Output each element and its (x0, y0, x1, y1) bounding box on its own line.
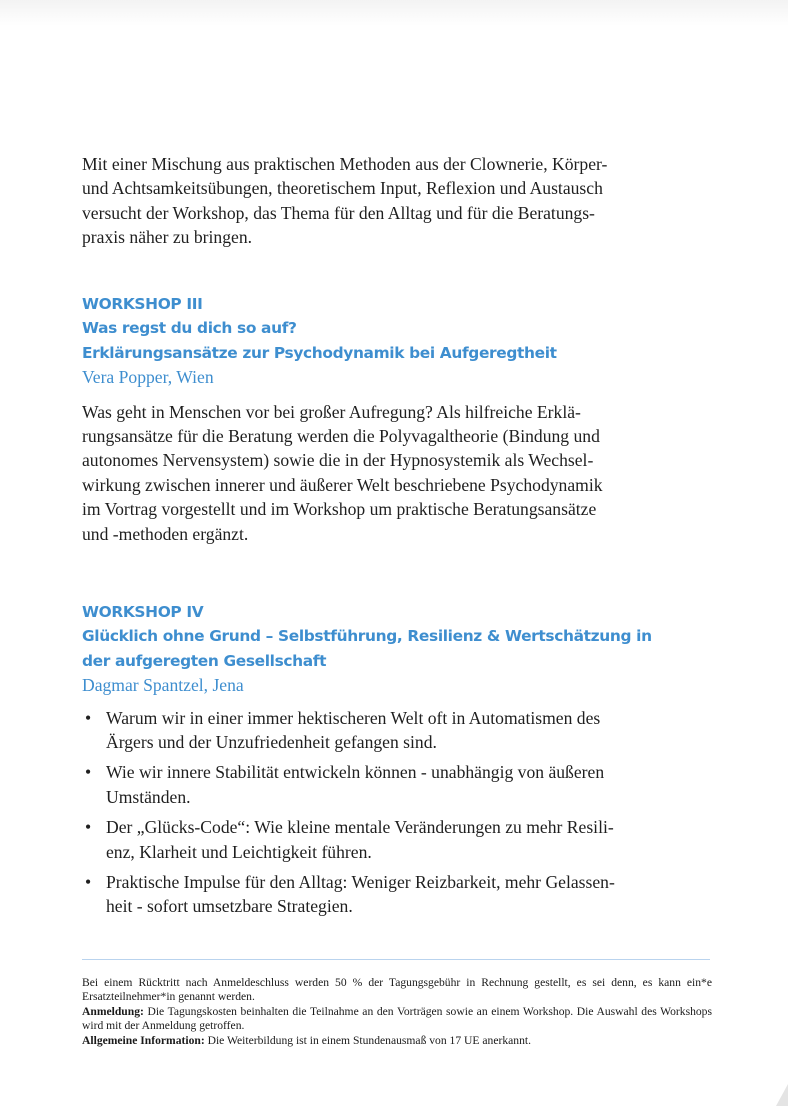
bullet-icon: • (85, 762, 92, 783)
workshop-iv-section (82, 600, 712, 925)
description-line: Was geht in Menschen vor bei großer Aufregung? Als hilfreiche Erklä- (82, 401, 581, 422)
general-info-text: Die Weiterbildung ist in einem Stundenausmaß von 17 UE anerkannt. (204, 1033, 531, 1047)
general-info-note (82, 1034, 712, 1048)
intro-paragraph (82, 152, 702, 250)
description-line: im Vortrag vorgestellt und im Workshop um praktische Beratungsansätze (82, 499, 597, 520)
list-item (82, 815, 712, 864)
page-top-shadow (0, 0, 788, 26)
registration-note (82, 1005, 712, 1034)
footer-divider (82, 959, 710, 960)
page-corner-curl (776, 1084, 788, 1106)
bullet-icon: • (85, 872, 92, 893)
workshop-title-line: Was regst du dich so auf? (82, 319, 297, 338)
workshop-speaker: Vera Popper, Wien (82, 367, 214, 388)
workshop-title-line: der aufgeregten Gesellschaft (82, 651, 327, 670)
registration-text: Die Tagungskosten beinhalten die Teilnahme an den Vorträgen sowie an einem Workshop. Die Auswahl des Workshops wird mit der Anmeldung getroffen. (82, 1004, 712, 1033)
bullet-line: Ärgers und der Unzufriedenheit gefangen sind. (106, 732, 437, 753)
list-item (82, 706, 712, 755)
bullet-line: Der „Glücks-Code“: Wie kleine mentale Veränderungen zu mehr Resili- (106, 817, 614, 838)
workshop-label: WORKSHOP III (82, 295, 203, 313)
workshop-label: WORKSHOP IV (82, 603, 204, 621)
workshop-iii-section (82, 292, 712, 546)
workshop-speaker: Dagmar Spantzel, Jena (82, 675, 244, 696)
registration-label: Anmeldung: (82, 1004, 144, 1018)
intro-line: Mit einer Mischung aus praktischen Methoden aus der Clownerie, Körper- (82, 154, 608, 174)
description-line: wirkung zwischen innerer und äußerer Welt beschriebene Psychodynamik (82, 474, 603, 495)
bullet-line: Wie wir innere Stabilität entwickeln können - unabhängig von äußeren (106, 762, 605, 783)
description-line: rungsansätze für die Beratung werden die Polyvagaltheorie (Bindung und (82, 426, 600, 447)
description-line: und -methoden ergänzt. (82, 523, 249, 544)
bullet-line: heit - sofort umsetzbare Strategien. (106, 896, 353, 917)
intro-line: versucht der Workshop, das Thema für den Alltag und für die Beratungs- (82, 202, 595, 223)
bullet-line: Warum wir in einer immer hektischeren Welt oft in Automatismen des (106, 707, 601, 728)
intro-line: praxis näher zu bringen. (82, 227, 253, 248)
cancellation-note: Bei einem Rücktritt nach Anmeldeschluss werden 50 % der Tagungsgebühr in Rechnung gestellt, es sei denn, es kann ein*e Ersatzteilnehmer*in genannt werden. (82, 976, 712, 1004)
workshop-description (82, 400, 712, 546)
intro-line: und Achtsamkeitsübungen, theoretischem Input, Reflexion und Austausch (82, 178, 603, 199)
bullet-line: enz, Klarheit und Leichtigkeit führen. (106, 841, 372, 862)
bullet-line: Umständen. (106, 786, 191, 807)
general-info-label: Allgemeine Information: (82, 1033, 205, 1047)
bullet-line: Praktische Impulse für den Alltag: Weniger Reizbarkeit, mehr Gelassen- (106, 872, 615, 893)
workshop-title-line: Glücklich ohne Grund – Selbstführung, Resilienz & Wertschätzung in (82, 627, 652, 646)
workshop-bullet-list (82, 706, 712, 919)
bullet-icon: • (85, 817, 92, 838)
workshop-title-line: Erklärungsansätze zur Psychodynamik bei Aufgeregtheit (82, 343, 557, 362)
bullet-icon: • (85, 707, 92, 728)
footer-notes (82, 976, 712, 1048)
description-line: autonomes Nervensystem) sowie die in der Hypnosystemik als Wechsel- (82, 450, 594, 471)
list-item (82, 870, 712, 919)
list-item (82, 760, 712, 809)
